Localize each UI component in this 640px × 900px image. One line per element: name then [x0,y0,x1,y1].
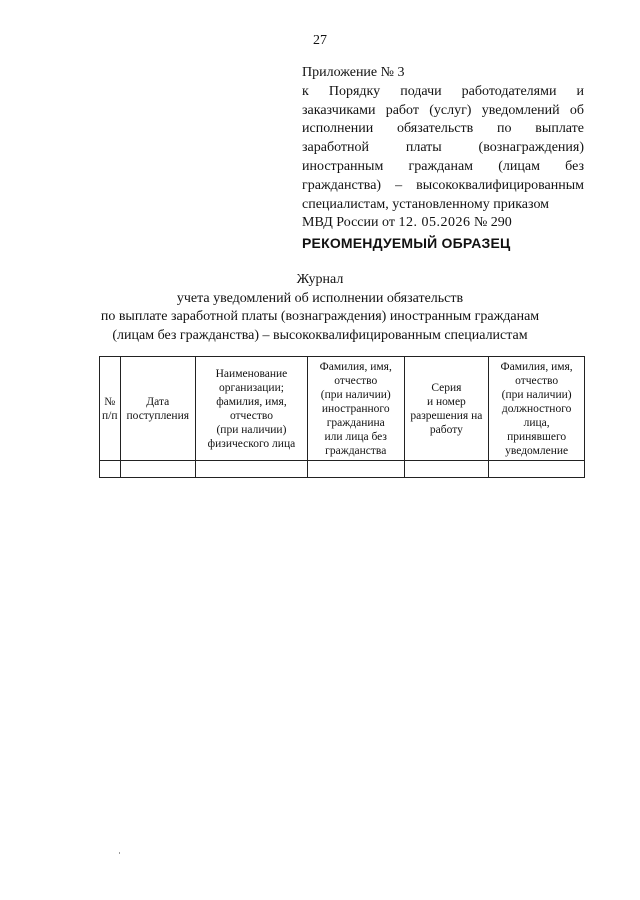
appendix-block [302,64,584,233]
header-line: Фамилия, имя, [319,360,392,373]
journal-title-line: (лицам без гражданства) – высококвалифицированным специалистам [112,327,528,343]
header-line: работу [429,423,463,436]
header-line: гражданина [326,416,385,429]
table-cell [195,461,307,478]
header-line: отчество [334,374,378,387]
journal-title [60,271,580,345]
header-line: № [104,395,116,408]
header-line: Фамилия, имя, [500,360,573,373]
header-line: отчество [229,409,273,422]
appendix-text: к Порядку подачи работодателями и заказчиками работ (услуг) уведомлений об исполнении обязательств по выплате заработной платы (вознаграждения) иностранным гражданам (лицам без гражданства) – высококвалифицированным специалистам, установленному приказом [302,83,584,212]
scan-speck [119,852,120,854]
header-organization [195,357,307,461]
table-cell [100,461,121,478]
appendix-title: Приложение № 3 [302,65,405,80]
header-line: или лица без [324,430,387,443]
header-line: п/п [102,409,118,422]
sample-heading: РЕКОМЕНДУЕМЫЙ ОБРАЗЕЦ [302,235,511,251]
header-line: (при наличии) [501,388,572,401]
header-line: принявшего [507,430,567,443]
header-line: должностного [501,402,572,415]
header-official [489,357,585,461]
header-line: иностранного [321,402,390,415]
order-prefix: МВД России от [302,215,399,231]
table-cell [404,461,489,478]
table-cell [489,461,585,478]
header-line: и номер [426,395,466,408]
header-work-permit [404,357,489,461]
header-line: Наименование [215,367,288,380]
header-line: организации; [218,381,284,394]
order-reference [302,214,584,233]
header-line: Серия [431,381,462,394]
table-row [100,461,585,478]
order-number: 290 [490,215,512,231]
header-number [100,357,121,461]
header-line: поступления [126,409,190,422]
journal-title-line: по выплате заработной платы (вознаграждения) иностранным гражданам [100,309,540,324]
header-line: уведомление [505,444,569,457]
header-receipt-date [120,357,195,461]
order-number-label: № [470,215,491,231]
header-line: разрешения на [410,409,483,422]
table-header-row [100,357,585,461]
header-line: физического лица [207,437,296,450]
table-body [100,461,585,478]
journal-title-line: учета уведомлений об исполнении обязательств [176,290,464,306]
header-line: лица, [523,416,550,429]
header-line: Дата [146,395,170,408]
table-cell [307,461,404,478]
header-line: (при наличии) [216,423,287,436]
order-date: 12. 05.2026 [398,215,471,231]
header-line: (при наличии) [320,388,391,401]
journal-title-line: Журнал [296,272,344,287]
header-line: гражданства [325,444,387,457]
header-line: отчество [515,374,559,387]
page-number: 27 [313,33,327,48]
journal-table [99,356,585,478]
table-cell [120,461,195,478]
header-foreign-citizen [307,357,404,461]
header-line: фамилия, имя, [216,395,287,408]
